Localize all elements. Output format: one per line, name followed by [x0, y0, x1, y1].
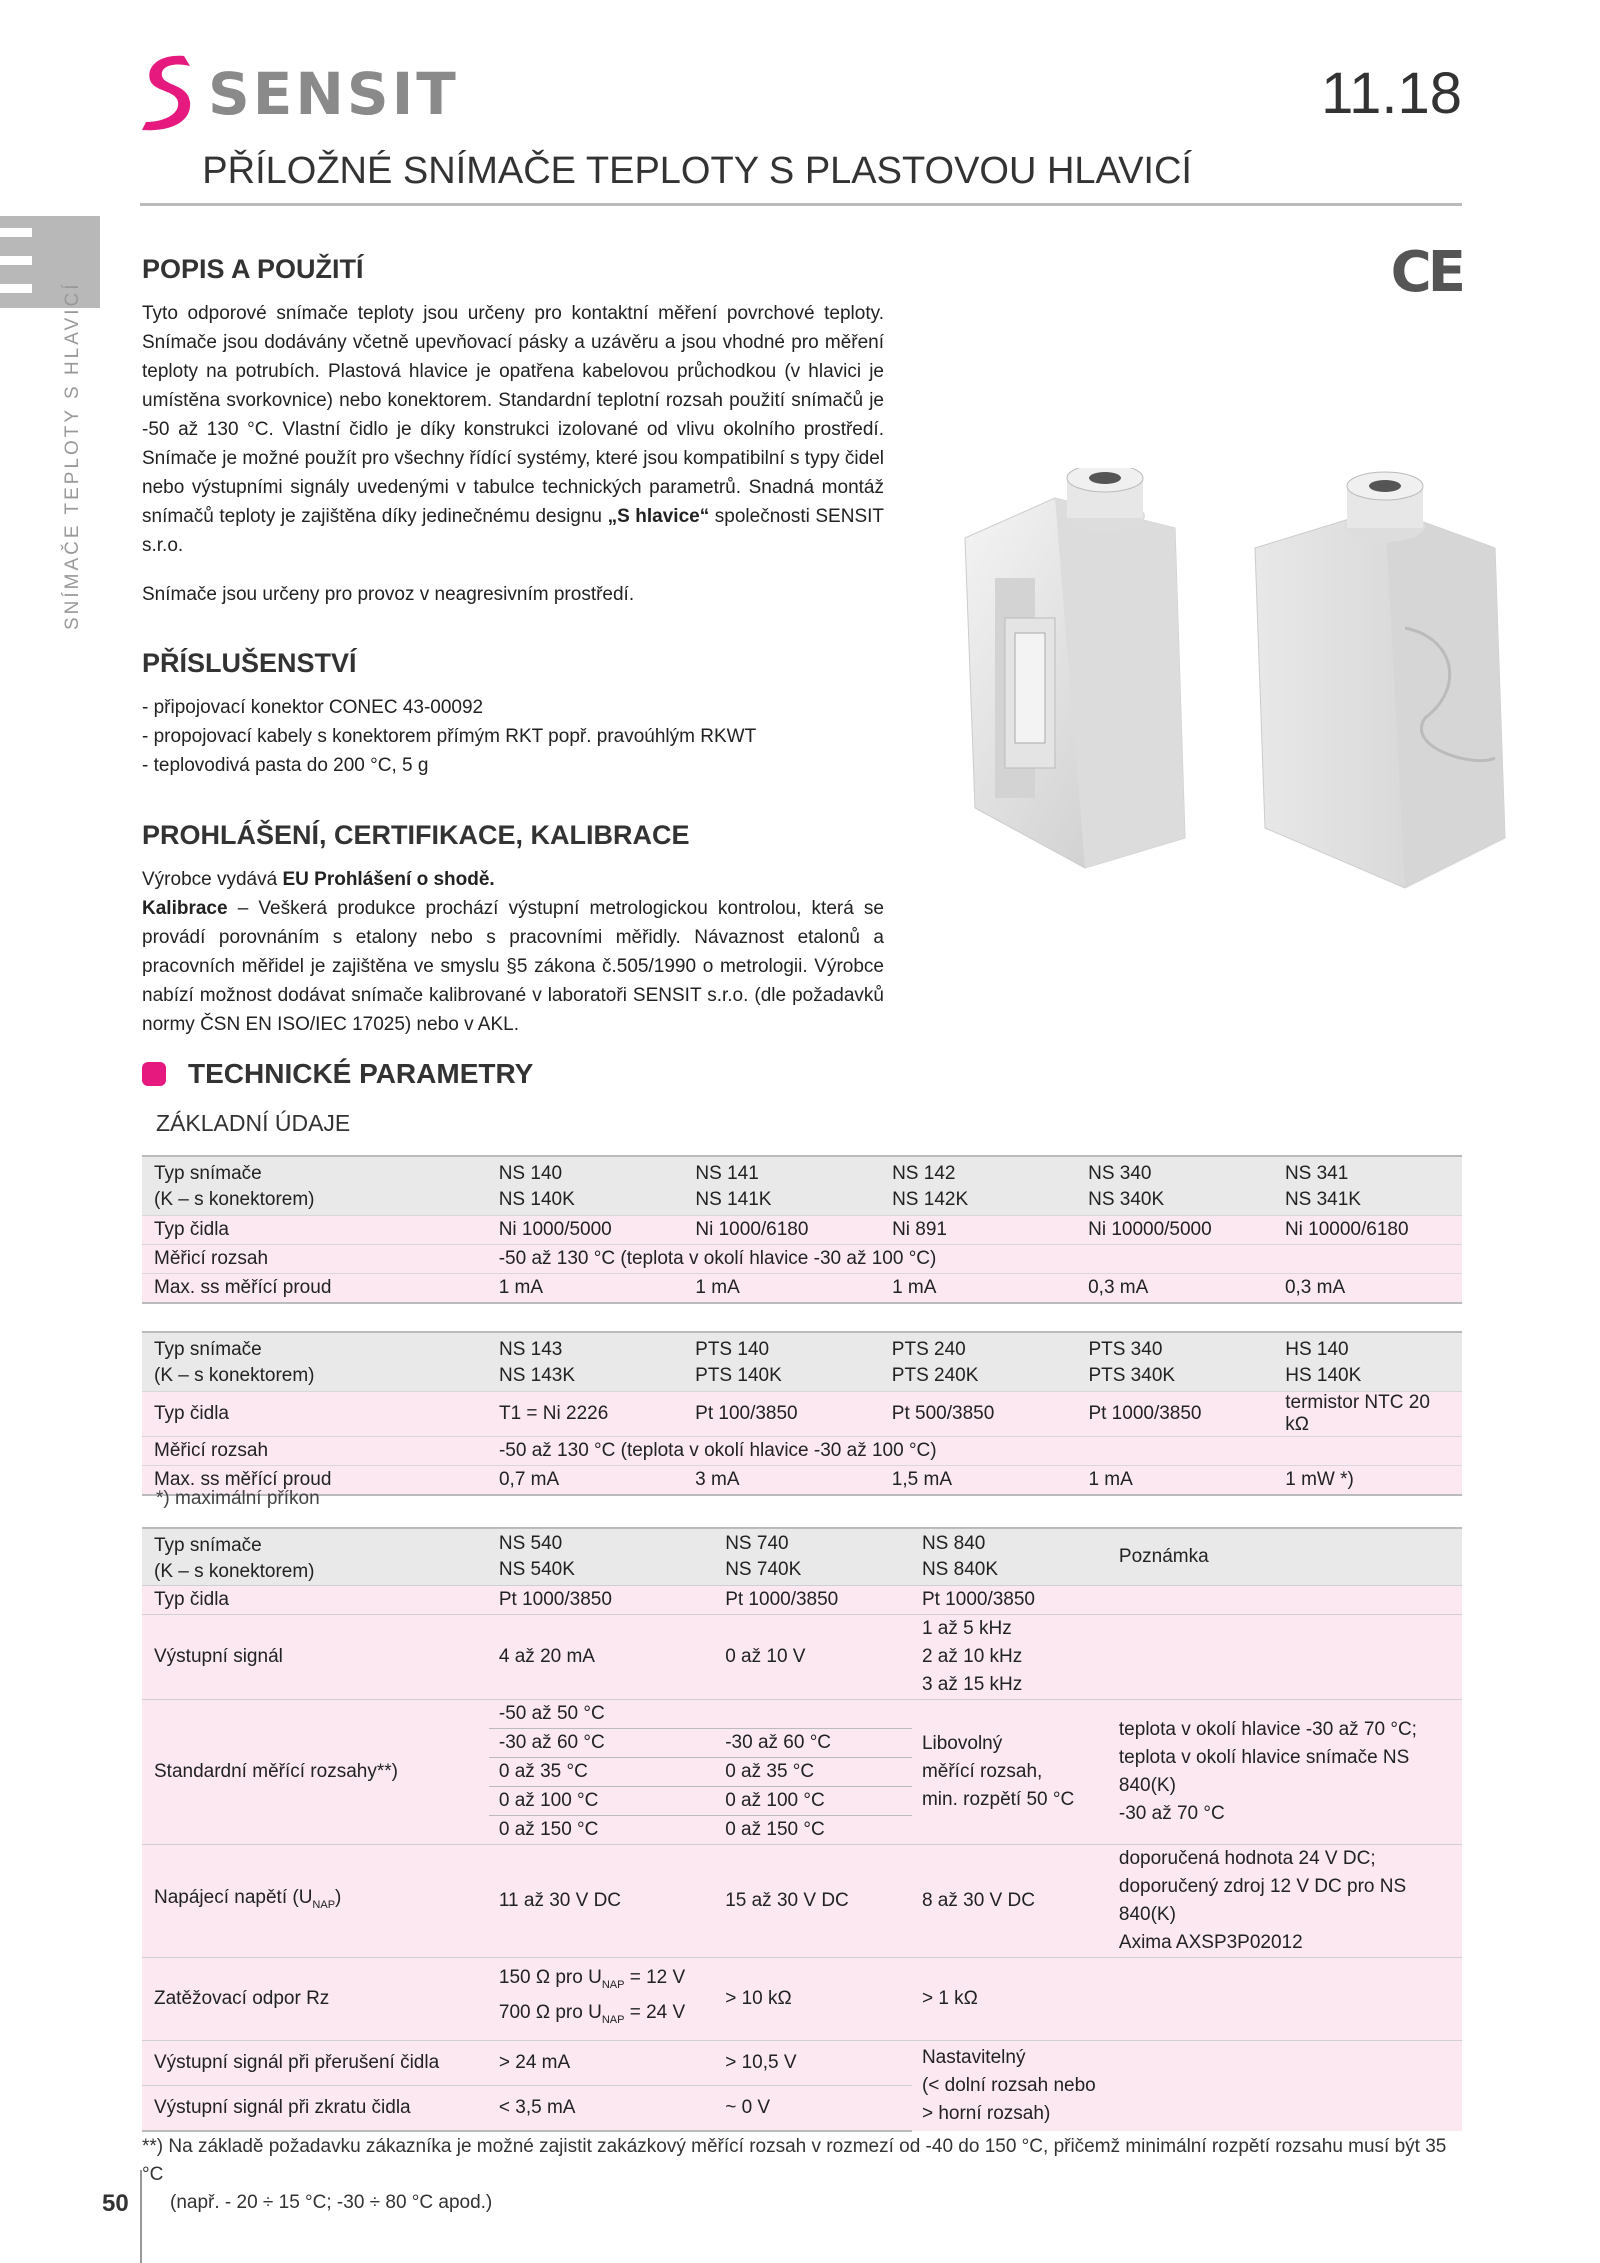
table-note: *) maximální příkon: [156, 1488, 320, 1509]
footnote: **) Na základě požadavku zákazníka je možné zajistit zakázkový měřící rozsah v rozmezí od -40 do 150 °C, přičemž minimální rozpětí rozsahu musí být 35 °C (např. - 20 ÷ 15 °C; -30 ÷ 80 °C apod.): [142, 2136, 1447, 2213]
table-row: Standardní měřící rozsahy**) -50 až 50 °C -30 až 60 °C 0 až 35 °C 0 až 100 °C 0 až 150 °C -30 až 60 °C 0 až 35 °C 0 až 100 °C 0 až 150 °C Libovolný měřící rozsah, min. rozpětí 50 °C teplota v okolí hlavice -30 až 70 °C; teplota v okolí hlavice snímače NS 840(K) -30 až 70 °C: [142, 1700, 1462, 1845]
table-row: Výstupní signál při přerušení čidla > 24 mA > 10,5 V Nastavitelný (< dolní rozsah nebo > horní rozsah): [142, 2041, 1462, 2086]
accessory-item: - propojovací kabely s konektorem přímým RKT popř. pravoúhlým RKWT: [142, 726, 757, 747]
param-table-2: [142, 1331, 1462, 1496]
tech-bullet-icon: [142, 1062, 166, 1086]
product-photo: [935, 468, 1595, 908]
brand-name: SENSIT: [208, 60, 459, 128]
side-tab: [0, 216, 100, 308]
popis-text: Tyto odporové snímače teploty jsou určeny pro kontaktní měření povrchové teploty. Snímače jsou dodávány včetně upevňovací pásky a uzávěru a jsou vhodné pro měření teploty na potrubích. Plastová hlavice je opatřena kabelovou průchodkou (v hlavici je umístěna svorkovnice) nebo konektorem. Standardní teplotní rozsah použití snímačů je -50 až 130 °C. Vlastní čidlo je díky konstrukci izolované od vlivu okolního prostředí. Snímače je možné použít pro všechny řídící systémy, které jsou kompatibilní s typy čidel nebo výstupními signály uvedenými v tabulce technických parametrů. Snadná montáž snímačů teploty je zajištěna díky jedinečnému designu „S hlavice“ společnosti SENSIT s.r.o.: [142, 303, 885, 556]
kalibrace-text: Kalibrace – Veškerá produkce prochází výstupní metrologickou kontrolou, která se provádí porovnáním s etalony nebo s pracovními měřidly. Návaznost etalonů a pracovních měřidel je zajištěna ve smyslu §5 zákona č.505/1990 o metrologii. Výrobce nabízí možnost dodávat snímače kalibrované v laboratoři SENSIT s.r.o. (dle požadavků normy ČSN EN ISO/IEC 17025) nebo v AKL.: [142, 898, 884, 1035]
table-row: Napájecí napětí $(U_{NAP})$ 11 až 30 V DC 15 až 30 V DC 8 až 30 V DC doporučená hodnota 24 V DC; doporučený zdroj 12 V DC pro NS 840(K) Axima AXSP3P02012: [142, 1845, 1462, 1958]
sensit-logo-icon: [140, 52, 198, 132]
page-number: 50: [102, 2190, 129, 2217]
page-divider: [140, 2170, 142, 2263]
table-row: Měřicí rozsah -50 až 130 °C (teplota v okolí hlavice -30 až 100 °C): [142, 1245, 1462, 1274]
page-title: PŘÍLOŽNÉ SNÍMAČE TEPLOTY S PLASTOVOU HLAVICÍ: [140, 150, 1462, 206]
accessory-item: - připojovací konektor CONEC 43-00092: [142, 697, 484, 718]
ce-mark-icon: CE: [1390, 240, 1462, 305]
table-row: Typ snímače (K – s konektorem) NS 143 NS 143K PTS 140 PTS 140K PTS 240 PTS 240K PTS 340 PTS 340K HS 140 HS 140K: [142, 1332, 1462, 1392]
popis-text2: Snímače jsou určeny pro provoz v neagresivním prostředí.: [142, 584, 635, 605]
section-prohlaseni: [142, 820, 884, 1039]
prislusenstvi-heading: PŘÍSLUŠENSTVÍ: [142, 648, 357, 678]
table-row: Výstupní signál 4 až 20 mA 0 až 10 V 1 až 5 kHz 2 až 10 kHz 3 až 15 kHz: [142, 1615, 1462, 1700]
prohlaseni-line1: Výrobce vydává EU Prohlášení o shodě.: [142, 869, 495, 890]
table-row: Max. ss měřící proud 1 mA 1 mA 1 mA 0,3 mA 0,3 mA: [142, 1274, 1462, 1304]
popis-heading: POPIS A POUŽITÍ: [142, 254, 364, 284]
table-row: Max. ss měřící proud 0,7 mA 3 mA 1,5 mA 1 mA 1 mW *): [142, 1466, 1462, 1496]
brand-logo: [140, 52, 459, 132]
section-popis: [142, 254, 884, 609]
page-code: 11.18: [1321, 61, 1462, 126]
side-category-label: SNÍMAČE TEPLOTY S HLAVICÍ: [62, 281, 83, 630]
table-row: Výstupní signál při zkratu čidla < 3,5 mA ~ 0 V: [142, 2086, 1462, 2132]
prohlaseni-heading: PROHLÁŠENÍ, CERTIFIKACE, KALIBRACE: [142, 820, 690, 850]
section-prislusenstvi: [142, 648, 884, 780]
table-row: Typ čidla Pt 1000/3850 Pt 1000/3850 Pt 1000/3850: [142, 1586, 1462, 1615]
param-table-1: [142, 1155, 1462, 1304]
param-table-3: [142, 1527, 1462, 2132]
table-row: Zatěžovací odpor Rz 150 Ω pro $U_{NAP} = 12$ V 700 Ω pro $U_{NAP} = 24$ V > 10 kΩ > 1 kΩ: [142, 1958, 1462, 2041]
table-row: Typ čidla Ni 1000/5000 Ni 1000/6180 Ni 891 Ni 10000/5000 Ni 10000/6180: [142, 1216, 1462, 1245]
table-row: Typ snímače (K – s konektorem) NS 140 NS 140K NS 141 NS 141K NS 142 NS 142K NS 340 NS 340K NS 341 NS 341K: [142, 1156, 1462, 1216]
table-row: Měřicí rozsah -50 až 130 °C (teplota v okolí hlavice -30 až 100 °C): [142, 1437, 1462, 1466]
table-row: Typ snímače (K – s konektorem) NS 540 NS 540K NS 740 NS 740K NS 840 NS 840K Poznámka: [142, 1528, 1462, 1586]
tech-heading: TECHNICKÉ PARAMETRY: [142, 1058, 533, 1090]
accessory-item: - teplovodivá pasta do 200 °C, 5 g: [142, 755, 429, 776]
tech-subheading: ZÁKLADNÍ ÚDAJE: [156, 1110, 351, 1136]
table-row: Typ čidla T1 = Ni 2226 Pt 100/3850 Pt 500/3850 Pt 1000/3850 termistor NTC 20 kΩ: [142, 1392, 1462, 1437]
